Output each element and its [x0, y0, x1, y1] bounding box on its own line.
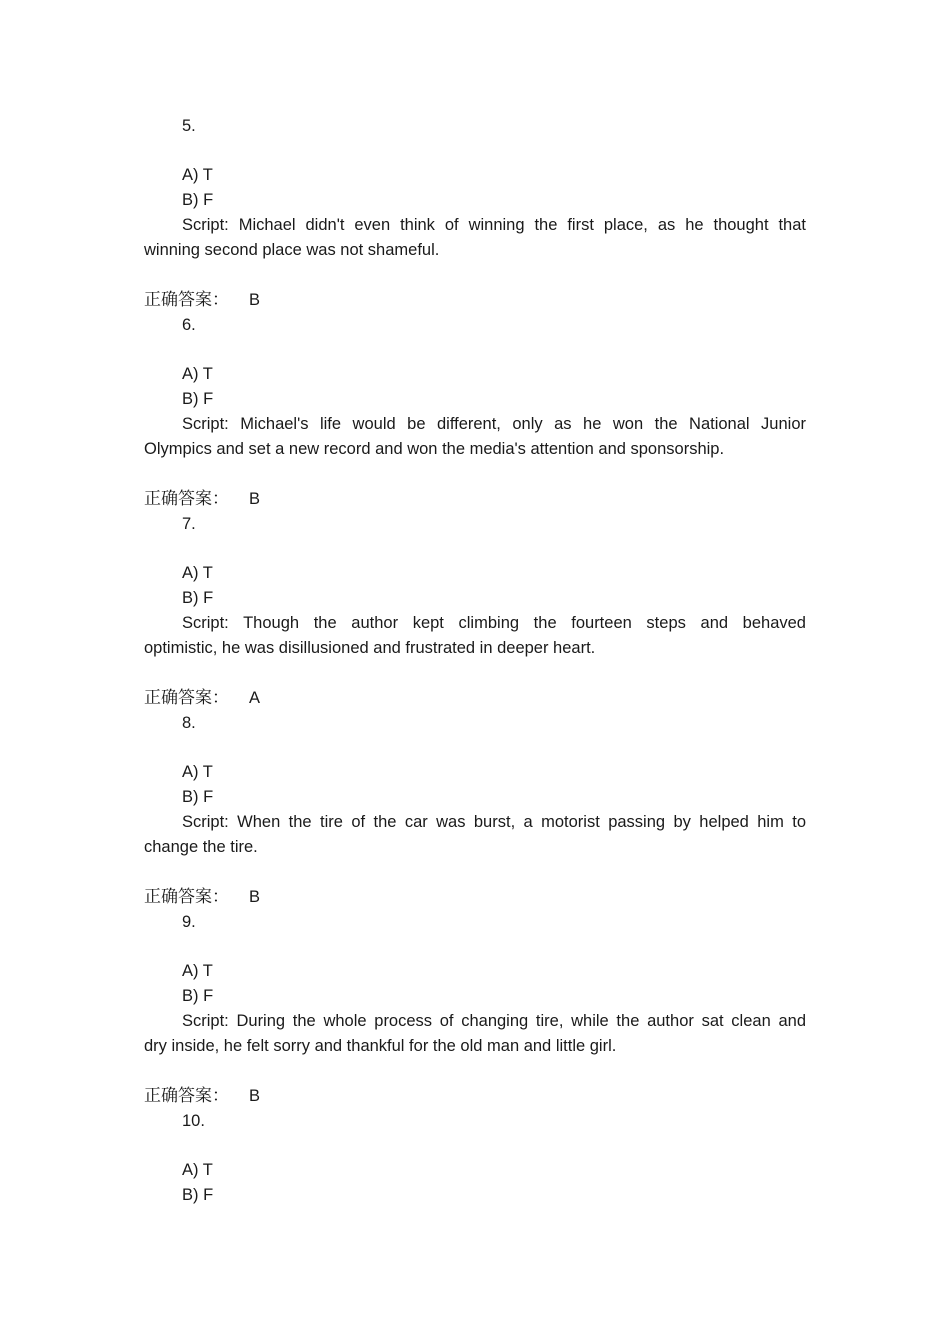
option-b: B) F	[182, 191, 214, 209]
option-a: A) T	[182, 564, 213, 582]
script-line-2: dry inside, he felt sorry and thankful for the old man and little girl.	[144, 1037, 617, 1055]
option-b: B) F	[182, 589, 214, 607]
script-line-1: Script: When the tire of the car was burst, a motorist passing by helped him to	[182, 813, 806, 831]
option-a: A) T	[182, 166, 213, 184]
answer-value: B	[249, 888, 261, 906]
option-a: A) T	[182, 365, 213, 383]
answer-value: B	[249, 291, 261, 309]
option-a: A) T	[182, 763, 213, 781]
question-number: 7.	[182, 515, 196, 533]
answer-label: 正确答案：	[144, 887, 229, 907]
option-b: B) F	[182, 390, 214, 408]
question-number: 9.	[182, 913, 196, 931]
script-line-1: Script: Michael didn't even think of winning the first place, as he thought that	[182, 216, 806, 234]
answer-label: 正确答案：	[144, 688, 229, 708]
question-number: 10.	[182, 1112, 205, 1130]
answer-label: 正确答案：	[144, 290, 229, 310]
script-line-1: Script: During the whole process of changing tire, while the author sat clean and	[182, 1012, 806, 1030]
answer-value: A	[249, 689, 261, 707]
answer-value: B	[249, 490, 261, 508]
script-line-2: winning second place was not shameful.	[144, 241, 440, 259]
option-a: A) T	[182, 962, 213, 980]
question-number: 5.	[182, 117, 196, 135]
script-line-1: Script: Though the author kept climbing the fourteen steps and behaved	[182, 614, 806, 632]
answer-value: B	[249, 1087, 261, 1105]
script-line-2: optimistic, he was disillusioned and frustrated in deeper heart.	[144, 639, 596, 657]
option-b: B) F	[182, 1186, 214, 1204]
option-b: B) F	[182, 788, 214, 806]
option-b: B) F	[182, 987, 214, 1005]
answer-label: 正确答案：	[144, 489, 229, 509]
answer-label: 正确答案：	[144, 1086, 229, 1106]
script-line-2: change the tire.	[144, 838, 258, 856]
option-a: A) T	[182, 1161, 213, 1179]
question-number: 6.	[182, 316, 196, 334]
script-line-2: Olympics and set a new record and won the media's attention and sponsorship.	[144, 440, 725, 458]
question-number: 8.	[182, 714, 196, 732]
script-line-1: Script: Michael's life would be different, only as he won the National Junior	[182, 415, 806, 433]
